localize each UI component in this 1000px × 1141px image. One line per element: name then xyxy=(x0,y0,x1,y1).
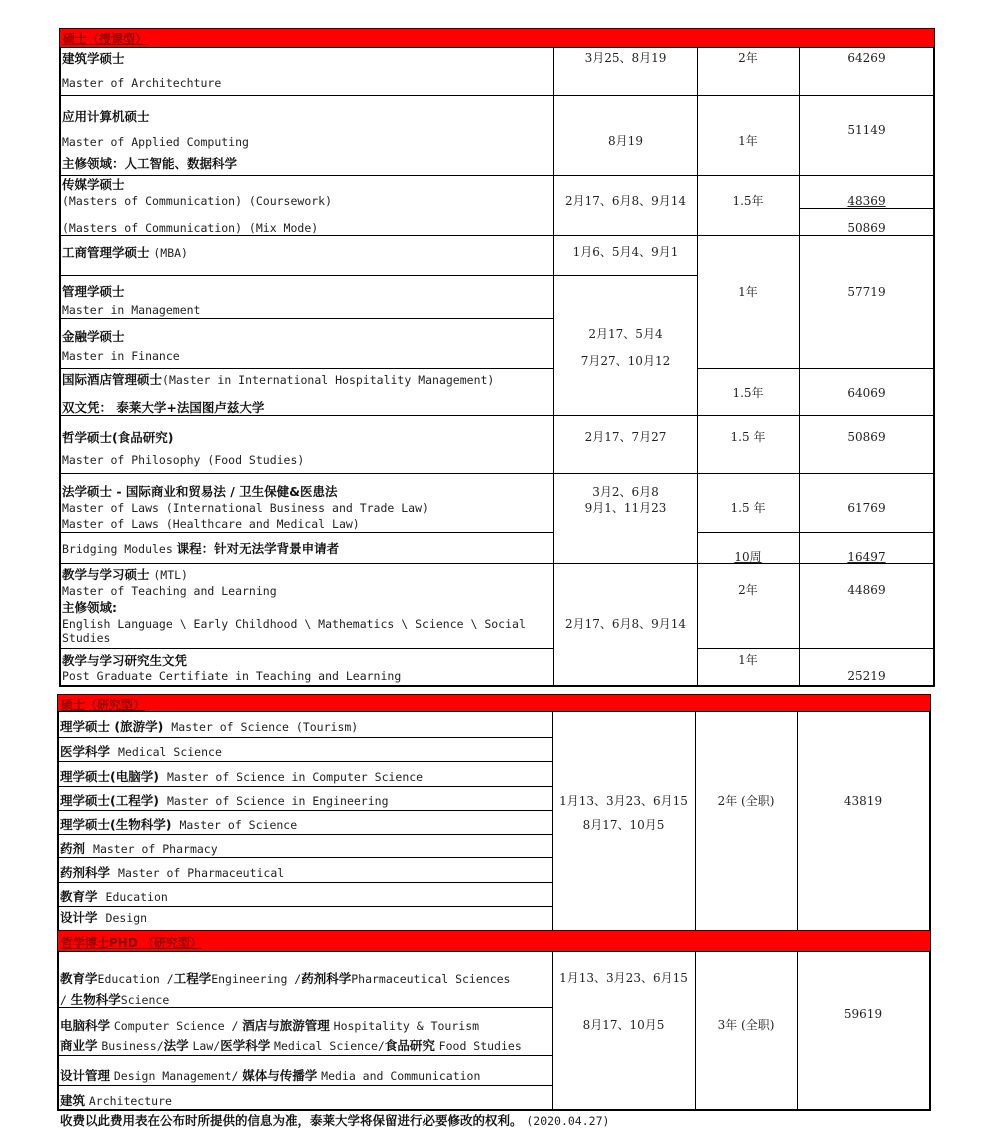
program-row-bridging xyxy=(62,542,339,556)
program-cn: 管理学硕士 xyxy=(62,284,125,299)
duration: 3年 (全职) xyxy=(717,1018,775,1032)
program-cn: 金融学硕士 xyxy=(62,329,125,344)
program-row-mtl xyxy=(62,568,188,582)
research-program-row xyxy=(60,745,222,759)
program-cn: 教育学 xyxy=(60,971,98,986)
intake-dates: 1月13、3月23、6月15 xyxy=(559,971,688,985)
program-en: Master of Applied Computing xyxy=(62,135,249,149)
program-en: Hospitality & Tourism xyxy=(333,1019,480,1033)
program-en: Business/ xyxy=(101,1039,164,1053)
duration: 1.5年 xyxy=(732,386,764,400)
duration: 2年 xyxy=(738,583,758,597)
program-cn: 法学 xyxy=(163,1038,189,1053)
disclaimer-text: 收费以此费用表在公布时所提供的信息为准，泰莱大学将保留进行必要修改的权利。 xyxy=(60,1113,523,1128)
duration: 1.5年 xyxy=(732,194,764,208)
program-cn: 工商管理学硕士 xyxy=(62,245,150,260)
tuition-fee: 43819 xyxy=(843,794,883,808)
program-en: (Master in International Hospitality Management) xyxy=(162,373,495,387)
phd-programs-line xyxy=(60,1094,172,1108)
intake-dates: 8月19 xyxy=(608,134,643,148)
program-cn: 课程：针对无法学背景申请者 xyxy=(176,541,340,556)
research-program-row xyxy=(60,842,218,856)
program-cn: 商业学 xyxy=(60,1038,98,1053)
program-cn: 药剂科学 xyxy=(60,865,111,880)
research-program-row xyxy=(60,911,147,925)
program-cn: 教学与学习研究生文凭 xyxy=(62,653,188,668)
program-en: Master of Teaching and Learning xyxy=(62,584,277,598)
program-en: Pharmaceutical Sciences xyxy=(351,972,511,986)
section-header-research xyxy=(57,694,931,712)
intake-dates: 1月6、5月4、9月1 xyxy=(572,245,679,259)
program-en: Master of Architechture xyxy=(62,76,222,90)
program-cn: 哲学硕士(食品研究) xyxy=(62,430,174,445)
intake-dates: 2月17、6月8、9月14 xyxy=(564,617,687,631)
program-row-hospitality xyxy=(62,373,494,387)
phd-programs-line xyxy=(60,1039,522,1053)
program-en: Master of Laws (Healthcare and Medical Law) xyxy=(62,517,360,531)
intake-dates: 8月17、10月5 xyxy=(582,1018,665,1032)
intake-dates: 1月13、3月23、6月15 xyxy=(559,794,688,808)
program-en: Medical Science/ xyxy=(274,1039,385,1053)
program-cn: 酒店与旅游管理 xyxy=(242,1018,330,1033)
tuition-fee: 57719 xyxy=(847,285,886,299)
duration: 1.5 年 xyxy=(730,501,766,515)
separator: / xyxy=(60,993,67,1007)
program-cn: 设计学 xyxy=(60,910,98,925)
program-cn: 理学硕士 (旅游学) xyxy=(60,719,164,734)
section-header-phd xyxy=(57,930,931,952)
section-title: 哲学博士PHD （研究型） xyxy=(61,936,202,950)
program-cn: 医学科学 xyxy=(220,1038,271,1053)
phd-programs-line xyxy=(60,972,510,986)
program-cn: 药剂科学 xyxy=(301,971,352,986)
program-en: Master of Pharmacy xyxy=(93,842,218,856)
intake-dates: 3月2、6月8 xyxy=(592,485,659,499)
duration: 1年 xyxy=(738,134,758,148)
tuition-fee: 25219 xyxy=(847,669,886,683)
program-en: Master of Science (Tourism) xyxy=(171,720,359,734)
tuition-fee: 64269 xyxy=(847,51,886,65)
duration: 1年 xyxy=(738,285,758,299)
intake-dates: 9月1、11月23 xyxy=(584,501,667,515)
research-program-row xyxy=(60,818,297,832)
program-cn: 理学硕士(电脑学) xyxy=(60,769,159,784)
program-en: Post Graduate Certifiate in Teaching and Learning xyxy=(62,669,402,683)
research-program-row xyxy=(60,794,389,808)
program-cn: 建筑学硕士 xyxy=(62,51,125,66)
section-header-coursework xyxy=(59,28,935,48)
intake-dates: 2月17、5月4 xyxy=(588,327,663,341)
program-cn: 教学与学习硕士 xyxy=(62,567,150,582)
program-cn: 国际酒店管理硕士 xyxy=(62,372,163,387)
tuition-fee: 64069 xyxy=(847,386,886,400)
program-en: Education / xyxy=(97,972,174,986)
section-title: 硕士（研究型） xyxy=(61,698,146,712)
tuition-fee: 50869 xyxy=(847,221,886,235)
duration: 2年 xyxy=(738,51,758,65)
research-program-row xyxy=(60,770,423,784)
program-cn: 传媒学硕士 xyxy=(62,177,125,192)
program-cn: 理学硕士(工程学) xyxy=(60,793,159,808)
phd-programs-line xyxy=(60,1069,480,1083)
program-en: Media and Communication xyxy=(321,1069,481,1083)
program-majors: English Language \ Early Childhood \ Mathematics \ Science \ Social xyxy=(62,617,526,631)
tuition-fee: 44869 xyxy=(847,583,886,597)
program-en: Master of Science in Engineering xyxy=(166,794,389,808)
tuition-fee: 61769 xyxy=(847,501,886,515)
intake-dates: 2月17、6月8、9月14 xyxy=(564,194,687,208)
program-en: Master of Philosophy (Food Studies) xyxy=(62,453,305,467)
program-en: Master of Science in Computer Science xyxy=(166,770,424,784)
program-en: Medical Science xyxy=(118,745,222,759)
program-en: (MBA) xyxy=(153,246,188,260)
publish-date: (2020.04.27) xyxy=(526,1114,610,1128)
duration: 10周 xyxy=(734,550,762,564)
program-en: Engineering / xyxy=(211,972,302,986)
tuition-fee: 51149 xyxy=(847,123,886,137)
phd-programs-line xyxy=(60,1019,479,1033)
program-en: Architecture xyxy=(88,1094,172,1108)
program-en: Bridging Modules xyxy=(62,542,173,556)
program-abbr: (MTL) xyxy=(153,568,188,582)
section-title: 硕士（授课型） xyxy=(63,32,148,46)
program-dual-degree: 双文凭： 泰莱大学+法国图卢兹大学 xyxy=(62,400,265,415)
program-en: Master in Finance xyxy=(62,349,180,363)
program-cn: 理学硕士(生物科学) xyxy=(60,817,172,832)
program-en: Law/ xyxy=(192,1039,221,1053)
intake-dates: 2月17、7月27 xyxy=(584,430,667,444)
tuition-fee: 48369 xyxy=(847,194,886,208)
program-en: Master in Management xyxy=(62,303,201,317)
program-cn: 工程学 xyxy=(173,971,212,986)
program-major-label: 主修领域: xyxy=(62,600,117,615)
footer-note xyxy=(60,1114,609,1128)
program-en: Food Studies xyxy=(438,1039,522,1053)
duration: 1.5 年 xyxy=(730,430,766,444)
intake-dates: 7月27、10月12 xyxy=(580,354,671,368)
program-en: (Masters of Communication) (Mix Mode) xyxy=(62,221,319,235)
program-cn: 药剂 xyxy=(60,841,86,856)
program-major: 主修领域：人工智能、数据科学 xyxy=(62,156,238,171)
duration: 1年 xyxy=(738,653,758,667)
program-en: Design Management/ xyxy=(113,1069,239,1083)
intake-dates: 3月25、8月19 xyxy=(584,51,667,65)
program-en: Master of Science xyxy=(179,818,298,832)
research-program-row xyxy=(60,866,284,880)
program-cn: 教育学 xyxy=(60,889,98,904)
program-en: Computer Science / xyxy=(113,1019,239,1033)
program-cn: 设计管理 xyxy=(60,1068,111,1083)
research-program-row xyxy=(60,890,168,904)
program-cn: 建筑 xyxy=(60,1093,86,1108)
duration: 2年 (全职) xyxy=(717,794,775,808)
phd-programs-line xyxy=(60,993,169,1007)
program-cn: 应用计算机硕士 xyxy=(62,109,150,124)
program-en: Science xyxy=(120,993,170,1007)
program-cn: 生物科学 xyxy=(70,992,121,1007)
program-cn: 法学硕士 - 国际商业和贸易法 / 卫生保健&医患法 xyxy=(62,484,338,499)
tuition-fee: 16497 xyxy=(847,550,886,564)
program-en: Education xyxy=(105,890,168,904)
program-en: Master of Pharmaceutical xyxy=(118,866,285,880)
intake-dates: 8月17、10月5 xyxy=(582,818,665,832)
program-en: Design xyxy=(105,911,148,925)
program-cn: 食品研究 xyxy=(384,1038,435,1053)
program-majors: Studies xyxy=(62,631,111,645)
program-row-mba xyxy=(62,246,188,260)
tuition-fee: 59619 xyxy=(843,1007,883,1021)
program-en: Master of Laws (International Business and Trade Law) xyxy=(62,501,429,515)
research-program-row xyxy=(60,720,358,734)
program-cn: 媒体与传播学 xyxy=(242,1068,318,1083)
tuition-fee: 50869 xyxy=(847,430,886,444)
program-en: (Masters of Communication) (Coursework) xyxy=(62,194,333,208)
program-cn: 医学科学 xyxy=(60,744,111,759)
program-cn: 电脑科学 xyxy=(60,1018,111,1033)
